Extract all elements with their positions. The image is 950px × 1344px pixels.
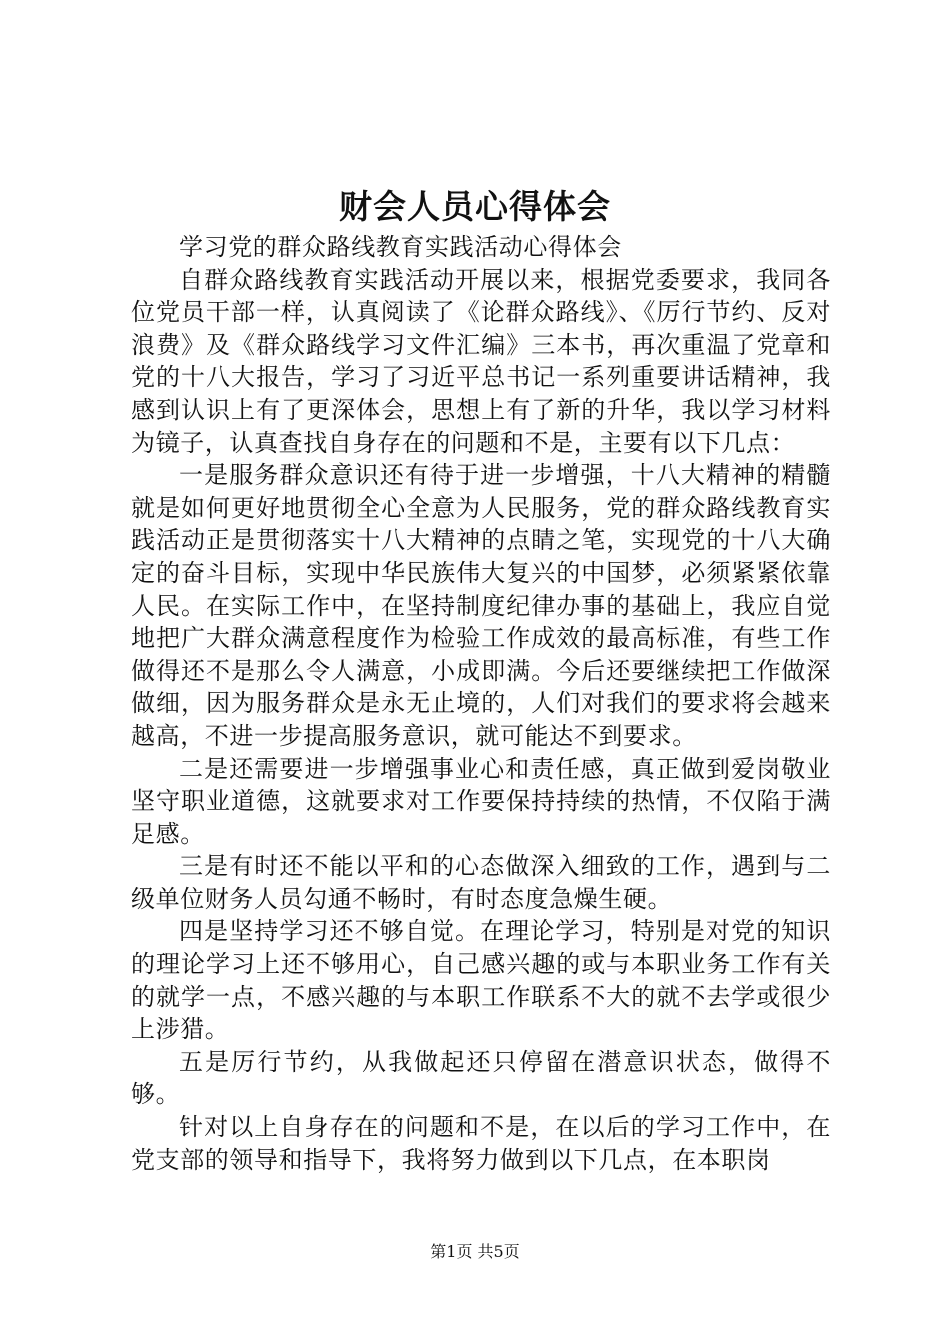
page-footer: 第1页 共5页 (430, 1242, 520, 1261)
paragraph-point-one: 一是服务群众意识还有待于进一步增强，十八大精神的精髓就是如何更好地贯彻全心全意为人民服务，党的群众路线教育实践活动正是贯彻落实十八大精神的点睛之笔，实现党的十八大确定的奋斗目标，实现中华民族伟大复兴的中国梦，必须紧紧依靠人民。在实际工作中，在坚持制度纪律办事的基础上，我应自觉地把广大群众满意程度作为检验工作成效的最高标准，有些工作做得还不是那么令人满意，小成即满。今后还要继续把工作做深做细，因为服务群众是永无止境的，人们对我们的要求将会越来越高，不进一步提高服务意识，就可能达不到要求。 (131, 461, 831, 750)
paragraph-intro: 自群众路线教育实践活动开展以来，根据党委要求，我同各位党员干部一样，认真阅读了《论群众路线》、《厉行节约、反对浪费》及《群众路线学习文件汇编》三本书，再次重温了党章和党的十八大报告，学习了习近平总书记一系列重要讲话精神，我感到认识上有了更深体会，思想上有了新的升华，我以学习材料为镜子，认真查找自身存在的问题和不是，主要有以下几点： (131, 265, 831, 457)
paragraph-point-four: 四是坚持学习还不够自觉。在理论学习，特别是对党的知识的理论学习上还不够用心，自己感兴趣的或与本职业务工作有关的就学一点，不感兴趣的与本职工作联系不大的就不去学或很少上涉猎。 (131, 917, 831, 1044)
document-body (131, 231, 831, 1176)
paragraph-plan: 针对以上自身存在的问题和不是，在以后的学习工作中，在党支部的领导和指导下，我将努力做到以下几点，在本职岗 (131, 1113, 831, 1174)
paragraph-point-three: 三是有时还不能以平和的心态做深入细致的工作，遇到与二级单位财务人员勾通不畅时，有时态度急燥生硬。 (131, 852, 831, 913)
paragraph-point-five: 五是厉行节约，从我做起还只停留在潜意识状态，做得不够。 (131, 1047, 831, 1109)
document-title: 财会人员心得体会 (339, 187, 611, 226)
paragraph-point-two: 二是还需要进一步增强事业心和责任感，真正做到爱岗敬业坚守职业道德，这就要求对工作要保持持续的热情，不仅陷于满足感。 (131, 754, 831, 848)
document-subtitle: 学习党的群众路线教育实践活动心得体会 (179, 233, 622, 261)
